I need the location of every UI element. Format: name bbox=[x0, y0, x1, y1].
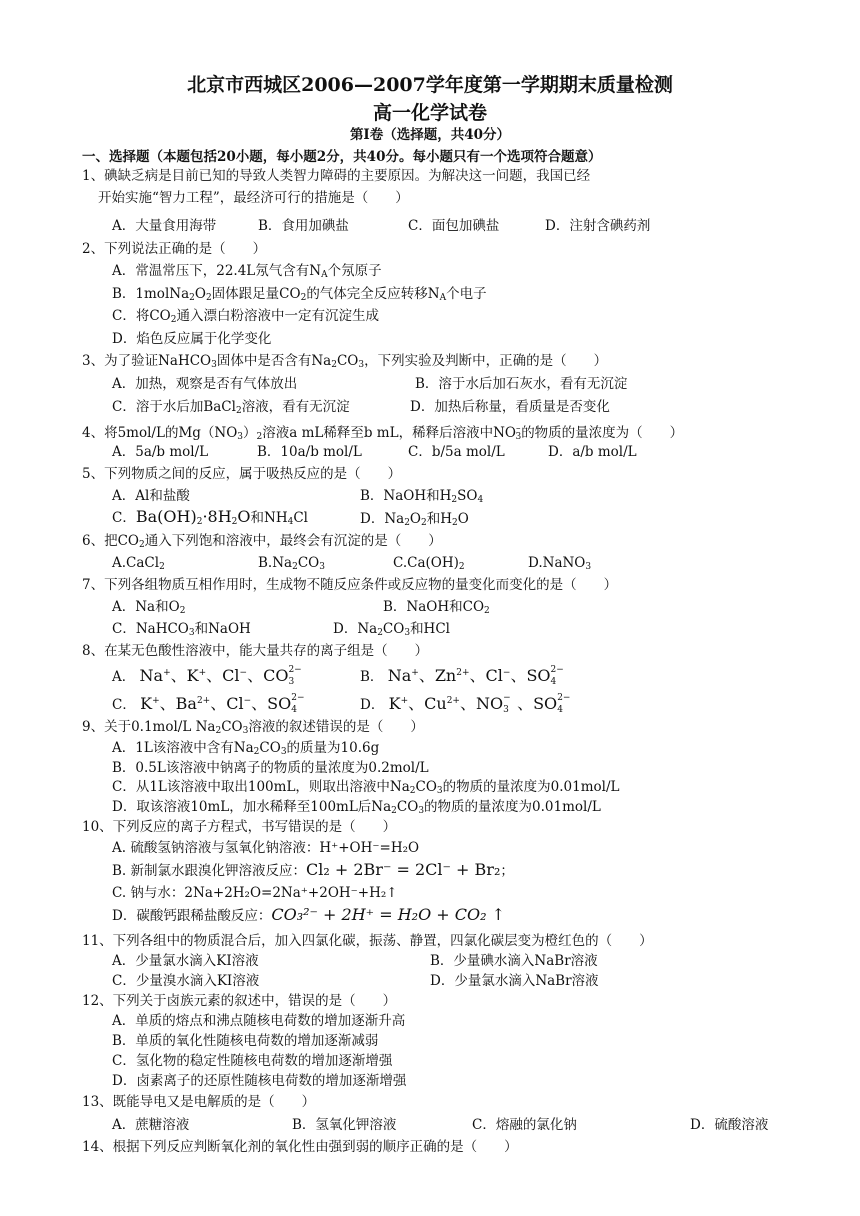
question-10-stem: 10、下列反应的离子方程式，书写错误的是（ ） bbox=[82, 819, 397, 835]
question-9-option-b: B．0.5L该溶液中钠离子的物质的量浓度为0.2mol/L bbox=[112, 760, 429, 776]
question-11-option-c: C．少量溴水滴入KI溶液 bbox=[112, 973, 260, 989]
question-5-option-c: C．$Ba(OH)_2\cdot 8H_2O$和$NH_4Cl$ bbox=[112, 507, 308, 527]
question-1-stem-line2: 开始实施“智力工程”，最经济可行的措施是（ ） bbox=[98, 190, 409, 206]
question-14-stem: 14、根据下列反应判断氧化剂的氧化性由强到弱的顺序正确的是（ ） bbox=[82, 1139, 518, 1155]
question-8-option-d: D． K+、$Cu^{2+}$、NO − 3 、SO 2− 4 bbox=[360, 693, 571, 715]
question-1-option-b: B．食用加碘盐 bbox=[258, 218, 349, 234]
question-6-stem: 6、把$CO_2$通入下列饱和溶液中，最终会有沉淀的是（ ） bbox=[82, 533, 442, 550]
question-9-stem: 9、关于0.1mol/L $Na_2CO_3$溶液的叙述错误的是（ ） bbox=[82, 719, 424, 736]
question-6-option-d: D.NaNO$_3$ bbox=[528, 555, 592, 572]
exam-title: 北京市西城区2006—2007学年度第一学期期末质量检测 bbox=[187, 74, 673, 96]
question-2-option-b: B．$1molNa_2O_2$固体跟足量$CO_2$的气体完全反应转移$N_A$个电子 bbox=[112, 286, 487, 303]
question-11-option-b: B．少量碘水滴入NaBr溶液 bbox=[430, 953, 598, 969]
question-7-option-d: D．$Na_2CO_3$和HCl bbox=[333, 621, 450, 638]
question-4-stem: 4、将5mol/L的$Mg(NO_3)_2$溶液a mL稀释至b mL，稀释后溶液中$NO^-_3$的物质的量浓度为（ ） bbox=[82, 424, 684, 442]
question-8-option-a: A． Na+、K+、Cl−、CO 2− 3 bbox=[112, 665, 302, 687]
question-11-stem: 11、下列各组中的物质混合后，加入四氯化碳，振荡、静置，四氯化碳层变为橙红色的（ ） bbox=[82, 933, 653, 949]
question-3-option-d: D．加热后称量，看质量是否变化 bbox=[410, 399, 610, 415]
question-6-option-b: $B.Na_2CO_3$ bbox=[258, 555, 325, 572]
question-12-option-a: A．单质的熔点和沸点随核电荷数的增加逐渐升高 bbox=[112, 1013, 406, 1029]
question-2-option-d: D．焰色反应属于化学变化 bbox=[112, 331, 272, 347]
question-10-option-a: A. 硫酸氢钠溶液与氢氧化钠溶液：H⁺+OH⁻=H₂O bbox=[112, 840, 420, 856]
section-heading: 一、选择题（本题包括20小题，每小题2分，共40分。每小题只有一个选项符合题意） bbox=[82, 149, 602, 165]
question-10-option-d: D．碳酸钙跟稀盐酸反应：CO₃²⁻ + 2H⁺ = H₂O + CO₂ ↑ bbox=[112, 905, 506, 924]
question-8-stem: 8、在某无色酸性溶液中，能大量共存的离子组是（ ） bbox=[82, 643, 429, 659]
question-7-stem: 7、下列各组物质互相作用时，生成物不随反应条件或反应物的量变化而变化的是（ ） bbox=[82, 577, 618, 593]
question-3-option-a: A．加热，观察是否有气体放出 bbox=[112, 376, 298, 392]
part-heading: 第Ⅰ卷（选择题，共40分） bbox=[349, 127, 511, 143]
question-4-option-a: A．5a/b mol/L bbox=[112, 444, 209, 460]
question-3-option-b: B．溶于水后加石灰水，看有无沉淀 bbox=[415, 376, 628, 392]
question-1-option-c: C．面包加碘盐 bbox=[408, 218, 500, 234]
question-12-stem: 12、下列关于卤族元素的叙述中，错误的是（ ） bbox=[82, 993, 397, 1009]
question-8-option-b: B． Na+、$Zn^{2+}$、Cl−、SO 2− 4 bbox=[360, 665, 564, 687]
question-13-option-c: C．熔融的氯化钠 bbox=[472, 1117, 577, 1133]
question-9-option-c: C．从1L该溶液中取出100mL，则取出溶液中$Na_2CO_3$的物质的量浓度为0.01mol/L bbox=[112, 779, 620, 796]
question-1-option-d: D．注射含碘药剂 bbox=[545, 218, 651, 234]
question-11-option-a: A．少量氯水滴入KI溶液 bbox=[112, 953, 259, 969]
question-6-option-c: $C.Ca(OH)_2$ bbox=[393, 555, 465, 572]
question-5-stem: 5、下列物质之间的反应，属于吸热反应的是（ ） bbox=[82, 466, 402, 482]
question-10-option-c: C. 钠与水：2Na+2H₂O=2Na⁺+2OH⁻+H₂↑ bbox=[112, 885, 398, 901]
question-2-option-c: C．将$CO_2$通入漂白粉溶液中一定有沉淀生成 bbox=[112, 308, 379, 325]
question-4-option-c: C．b/5a mol/L bbox=[408, 444, 505, 460]
question-13-stem: 13、既能导电又是电解质的是（ ） bbox=[82, 1094, 316, 1110]
question-12-option-b: B．单质的氧化性随核电荷数的增加逐渐减弱 bbox=[112, 1033, 379, 1049]
question-9-option-a: A．1L该溶液中含有$Na_2CO_3$的质量为10.6g bbox=[112, 740, 380, 757]
question-6-option-a: A.CaCl$_2$ bbox=[112, 555, 165, 572]
question-2-stem: 2、下列说法正确的是（ ） bbox=[82, 241, 267, 257]
question-13-option-b: B．氢氧化钾溶液 bbox=[292, 1117, 397, 1133]
question-7-option-a: A．Na和$O_2$ bbox=[112, 599, 186, 616]
question-13-option-a: A．蔗糖溶液 bbox=[112, 1117, 190, 1133]
question-12-option-d: D．卤素离子的还原性随核电荷数的增加逐渐增强 bbox=[112, 1073, 407, 1089]
question-4-option-d: D．a/b mol/L bbox=[548, 444, 637, 460]
question-13-option-d: D．硫酸溶液 bbox=[690, 1117, 769, 1133]
question-7-option-c: C．NaHCO$_3$和NaOH bbox=[112, 621, 251, 638]
question-1-option-a: A．大量食用海带 bbox=[112, 218, 217, 234]
question-7-option-b: B．NaOH和$CO_2$ bbox=[383, 599, 490, 616]
exam-subtitle: 高一化学试卷 bbox=[372, 102, 487, 124]
question-1-stem-line1: 1、碘缺乏病是目前已知的导致人类智力障碍的主要原因。为解决这一问题，我国已经 bbox=[82, 168, 591, 184]
question-4-option-b: B．10a/b mol/L bbox=[257, 444, 362, 460]
question-8-option-c: C． K+、$Ba^{2+}$、Cl−、SO 2− 4 bbox=[112, 693, 305, 715]
question-5-option-b: B．NaOH和$H_2SO_4$ bbox=[360, 488, 484, 505]
question-9-option-d: D．取该溶液10mL，加水稀释至100mL后$Na_2CO_3$的物质的量浓度为0.01mol/L bbox=[112, 799, 601, 816]
question-12-option-c: C．氢化物的稳定性随核电荷数的增加逐渐增强 bbox=[112, 1053, 393, 1069]
question-11-option-d: D．少量氯水滴入NaBr溶液 bbox=[430, 973, 599, 989]
question-2-option-a: A．常温常压下，22.4L氖气含有$N_A$个氖原子 bbox=[112, 263, 382, 280]
question-5-option-d: D．$Na_2O_2$和$H_2O$ bbox=[360, 511, 469, 528]
question-10-option-b: B. 新制氯水跟溴化钾溶液反应：Cl₂ + 2Br⁻ = 2Cl⁻ + Br₂； bbox=[112, 860, 514, 879]
question-3-stem: 3、为了验证NaHCO$_3$固体中是否含有$Na_2CO_3$，下列实验及判断中，正确的是（ ） bbox=[82, 353, 608, 370]
question-3-option-c: C．溶于水后加BaCl$_2$溶液，看有无沉淀 bbox=[112, 399, 350, 416]
question-5-option-a: A．Al和盐酸 bbox=[112, 488, 190, 504]
